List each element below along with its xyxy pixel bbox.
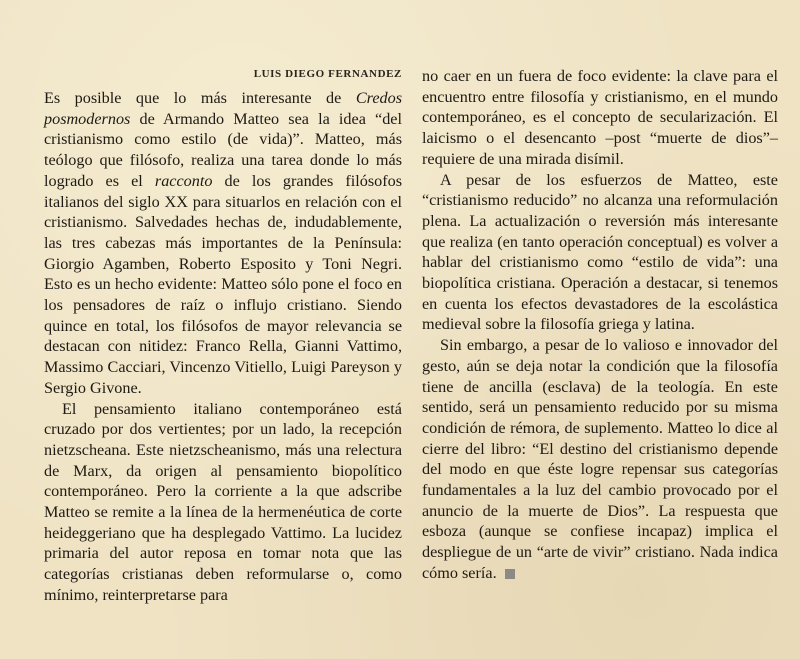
text-segment: de los grandes filósofos italianos del siglo XX para situarlos en relación con el cristianismo. Salvedades hechas de, indudablemente, las tres cabezas más importantes de la Península: Giorgio Agamben, Roberto Esposito y Toni Negri. Esto es un hecho evidente: Matteo sólo pone el foco en los pensadores de raíz o influjo cristiano. Siendo quince en total, los filósofos de mayor relevancia se destacan con nitidez: Franco Rella, Gianni Vattimo, Massimo Cacciari, Vincenzo Vitiello, Luigi Pareyson y Sergio Givone. (44, 171, 402, 397)
left-column (44, 88, 402, 606)
paragraph-4: A pesar de los esfuerzos de Matteo, este “cristianismo reducido” no alcanza una reformulación plena. La actualización o reversión más interesante que realiza (en tanto operación conceptual) es volver a hablar del cristianismo como “estilo de vida”: una biopolítica cristiana. Operación a destacar, si tenemos en cuenta los efectos devastadores de la escolástica medieval sobre la filosofía griega y latina. (422, 170, 778, 334)
italic-term: racconto (154, 171, 213, 190)
paragraph-5 (422, 335, 778, 583)
paragraph-1 (44, 88, 402, 399)
end-of-article-square-icon (505, 569, 515, 579)
author-byline: LUIS DIEGO FERNANDEZ (253, 68, 402, 80)
text-segment: Es posible que lo más interesante de (44, 89, 356, 107)
text-segment: de Armando Matteo sea la idea “del cristianismo como estilo (de vida)”. Matteo, más teólogo que filósofo, realiza una tarea donde lo más logrado es el (44, 109, 402, 190)
text-segment: Sin embargo, a pesar de lo valioso e innovador del gesto, aún se deja notar la condición que la filosofía tiene de ancilla (esclava) de la teología. En este sentido, será un pensamiento reducido por su misma condición de rémora, de suplemento. Matteo lo dice al cierre del libro: “El destino del cristianismo depende del modo en que éste logre repensar sus categorías fundamentales a la luz del cambio provocado por el anuncio de la muerte de Dios”. La respuesta que esboza (aunque se confiese incapaz) implica el despliegue de un “arte de vivir” cristiano. Nada indica cómo sería. (422, 336, 778, 582)
book-title: Credos posmodernos (44, 89, 402, 128)
paragraph-3: no caer en un fuera de foco evidente: la clave para el encuentro entre filosofía y cristianismo, en el mundo contemporáneo, es el concepto de secularización. El laicismo o el desencanto –post “muerte de dios”– requiere de una mirada disímil. (422, 67, 778, 168)
right-column (422, 66, 778, 584)
paragraph-2: El pensamiento italiano contemporáneo está cruzado por dos vertientes; por un lado, la recepción nietzscheana. Este nietzscheanismo, más una relectura de Marx, da origen al pensamiento biopolítico contemporáneo. Pero la corriente a la que adscribe Matteo se remite a la línea de la hermenéutica de corte heideggeriano que ha desplegado Vattimo. La lucidez primaria del autor reposa en tomar nota que las categorías cristianas deben reformularse o, como mínimo, reinterpretarse para (44, 399, 402, 604)
